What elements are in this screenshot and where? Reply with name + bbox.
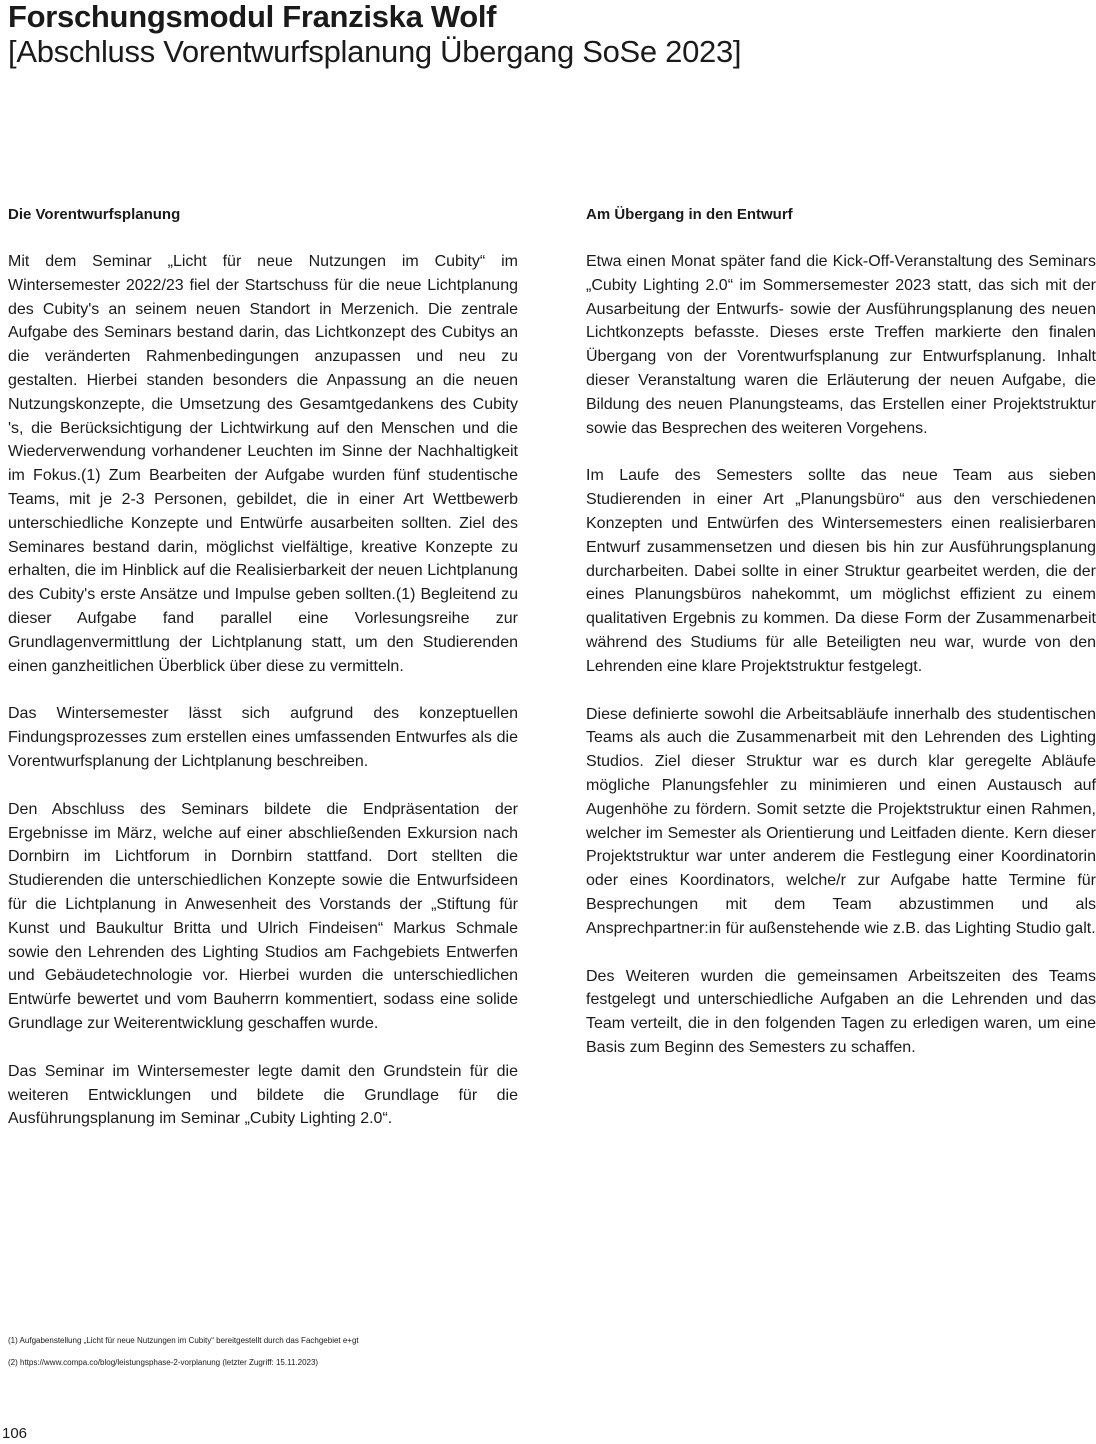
page-subtitle: [Abschluss Vorentwurfsplanung Übergang SoSe 2023] — [8, 34, 742, 69]
paragraph: Das Seminar im Wintersemester legte damit den Grundstein für die weiteren Entwicklungen und bildete die Grundlage für die Ausführungsplanung im Seminar „Cubity Lighting 2.0“. — [8, 1062, 518, 1128]
page-title: Forschungsmodul Franziska Wolf — [8, 0, 497, 34]
left-column — [8, 203, 518, 1155]
footnote-2: (2) https://www.compa.co/blog/leistungsphase-2-vorplanung (letzter Zugriff: 15.11.2023) — [8, 1358, 319, 1367]
section-heading-vorentwurfsplanung: Die Vorentwurfsplanung — [8, 206, 181, 223]
paragraph: Mit dem Seminar „Licht für neue Nutzungen im Cubity“ im Wintersemester 2022/23 fiel der Startschuss für die neue Lichtplanung des Cubity's an seinem neuen Standort in Merzenich. Die zentrale Aufgabe des Seminars bestand darin, das Lichtkonzept des Cubitys an die veränderten Rahmenbedingungen anzupassen und neu zu gestalten. Hierbei standen besonders die Anpassung an die neuen Nutzungskonzepte, die Umsetzung des Gesamtgedankens des Cubity 's, die Berücksichtigung der Lichtwirkung auf den Menschen und die Wiederverwendung vorhandener Leuchten im Sinne der Nachhaltigkeit im Fokus.(1) Zum Bearbeiten der Aufgabe wurden fünf studentische Teams, mit je 2-3 Personen, gebildet, die in einer Art Wettbewerb unterschiedliche Konzepte und Entwürfe ausarbeiten sollten. Ziel des Seminares bestand darin, möglichst vielfältige, kreative Konzepte zu erhalten, die im Hinblick auf die Realisierbarkeit der neuen Lichtplanung des Cubity's erste Ansätze und Impulse geben sollten.(1) Begleitend zu dieser Aufgabe fand parallel eine Vorlesungsreihe zur Grundlagenvermittlung der Lichtplanung statt, um den Studierenden einen ganzheitlichen Überblick über diese zu vermitteln. — [8, 253, 518, 675]
document-title-block — [8, 0, 1088, 70]
right-column — [586, 203, 1096, 1084]
page-number: 106 — [2, 1425, 28, 1442]
footnote-1: (1) Aufgabenstellung „Licht für neue Nutzungen im Cubity“ bereitgestellt durch das Fachgebiet e+gt — [8, 1336, 359, 1345]
paragraph: Diese definierte sowohl die Arbeitsabläufe innerhalb des studentischen Teams als auch die Zusammenarbeit mit den Lehrenden des Lighting Studios. Ziel dieser Struktur war es durch klar geregelte Abläufe mögliche Planungsfehler zu minimieren und einen Austausch auf Augenhöhe zu fördern. Somit setzte die Projektstruktur einen Rahmen, welcher im Semester als Orientierung und Leitfaden diente. Kern dieser Projektstruktur war unter anderem die Festlegung einer Koordinatorin oder eines Koordinators, welche/r zur Aufgabe hatte Termine für Besprechungen mit dem Team abzustimmen und als Ansprechpartner:in für außenstehende wie z.B. das Lighting Studio galt. — [586, 705, 1096, 937]
paragraph: Den Abschluss des Seminars bildete die Endpräsentation der Ergebnisse im März, welche auf einer abschließenden Exkursion nach Dornbirn im Lichtforum in Dornbirn stattfand. Dort stellten die Studierenden die unterschiedlichen Konzepte sowie die Entwurfsideen für die Lichtplanung in Anwesenheit des Vorstands der „Stiftung für Kunst und Baukultur Britta und Ulrich Findeisen“ Markus Schmale sowie den Lehrenden des Lighting Studios am Fachgebiets Entwerfen und Gebäudetechnologie vor. Hierbei wurden die unterschiedlichen Entwürfe bewertet und vom Bauherrn kommentiert, sodass eine solide Grundlage zur Weiterentwicklung geschaffen wurde. — [8, 800, 518, 1032]
footnotes — [8, 1336, 708, 1380]
section-heading-uebergang: Am Übergang in den Entwurf — [586, 206, 793, 223]
paragraph: Etwa einen Monat später fand die Kick-Off-Veranstaltung des Seminars „Cubity Lighting 2.0“ im Sommersemester 2023 statt, das sich mit der Ausarbeitung der Entwurfs- sowie der Ausführungsplanung des neuen Lichtkonzepts befasste. Dieses erste Treffen markierte den finalen Übergang von der Vorentwurfsplanung zur Entwurfsplanung. Inhalt dieser Veranstaltung waren die Erläuterung der neuen Aufgabe, die Bildung des neuen Planungsteams, das Erstellen einer Projektstruktur sowie das Besprechen des weiteren Vorgehens. — [586, 253, 1096, 437]
paragraph: Im Laufe des Semesters sollte das neue Team aus sieben Studierenden in einer Art „Planungsbüro“ aus den verschiedenen Konzepten und Entwürfen des Wintersemesters einen realisierbaren Entwurf zusammensetzen und diesen bis hin zur Ausführungsplanung durcharbeiten. Dabei sollte in einer Struktur gearbeitet werden, die der eines Planungsbüros nahekommt, um möglichst effizient zu einem qualitativen Ergebnis zu kommen. Da diese Form der Zusammenarbeit während des Studiums für alle Beteiligten neu war, wurde von den Lehrenden eine klare Projektstruktur festgelegt. — [586, 467, 1096, 675]
paragraph: Des Weiteren wurden die gemeinsamen Arbeitszeiten des Teams festgelegt und unterschiedliche Aufgaben an die Lehrenden und das Team verteilt, die in den folgenden Tagen zu erledigen waren, um eine Basis zum Beginn des Semesters zu schaffen. — [586, 967, 1096, 1056]
paragraph: Das Wintersemester lässt sich aufgrund des konzeptuellen Findungsprozesses zum erstellen eines umfassenden Entwurfes als die Vorentwurfsplanung der Lichtplanung beschreiben. — [8, 705, 518, 770]
